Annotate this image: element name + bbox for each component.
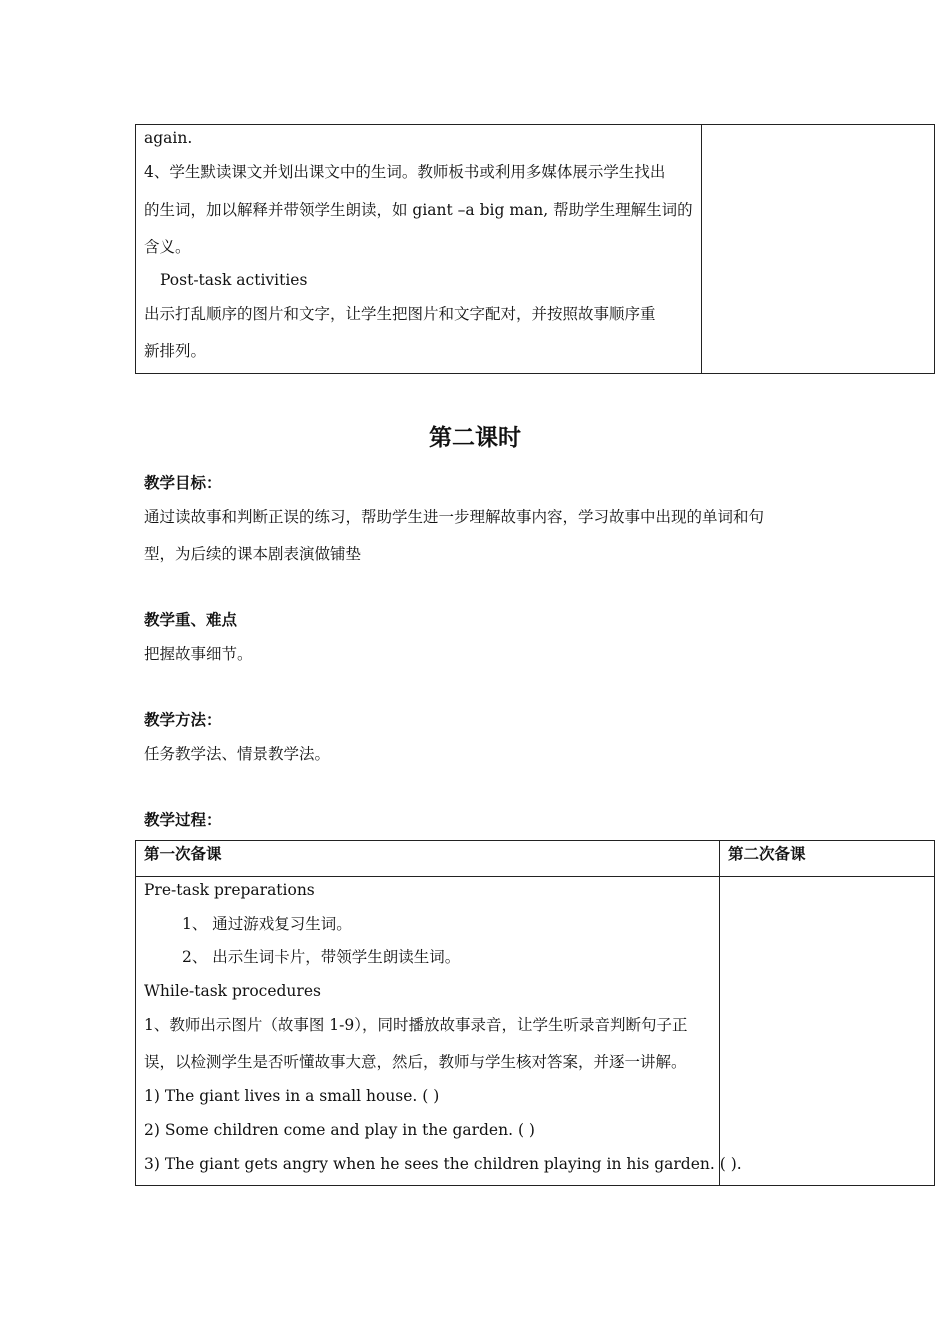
lesson-title: 第二课时 [429,424,521,451]
top-line-1: again. [144,129,193,147]
process-line-step-2: 2、 出示生词卡片，带领学生朗读生词。 [182,948,461,966]
process-question-1: 1) The giant lives in a small house. ( ) [144,1087,440,1105]
top-line-2: 4、学生默读课文并划出课文中的生词。教师板书或利用多媒体展示学生找出 [144,163,666,181]
top-table-second-prep-cell [702,125,935,374]
process-question-3: 3) The giant gets angry when he sees the children playing in his garden. ( ). [144,1155,742,1173]
key-points-heading: 教学重、难点 [144,610,238,629]
first-prep-header: 第一次备课 [144,844,222,863]
methods-text: 任务教学法、情景教学法。 [144,745,331,763]
methods-heading: 教学方法： [144,710,222,729]
process-question-2: 2) Some children come and play in the garden. ( ) [144,1121,535,1139]
key-points-text: 把握故事细节。 [144,645,253,663]
top-line-post-task: Post-task activities [160,271,308,289]
top-line-4: 含义。 [144,238,191,256]
objectives-heading: 教学目标： [144,473,222,492]
objectives-line-2: 型，为后续的课本剧表演做铺垫 [144,545,362,563]
top-line-3: 的生词，加以解释并带领学生朗读，如 giant –a big man, 帮助学生理解生词的 [144,201,693,219]
top-line-7: 新排列。 [144,342,207,360]
process-line-step-1: 1、 通过游戏复习生词。 [182,915,352,933]
process-heading: 教学过程： [144,810,222,829]
second-prep-header: 第二次备课 [728,844,806,863]
process-line-5: 1、教师出示图片（故事图 1-9），同时播放故事录音，让学生听录音判断句子正 [144,1016,688,1034]
process-header-first-prep [136,841,720,877]
process-line-while-task: While-task procedures [144,982,321,1000]
process-second-prep-cell [720,877,935,1186]
process-line-pre-task: Pre-task preparations [144,881,315,899]
top-line-6: 出示打乱顺序的图片和文字，让学生把图片和文字配对，并按照故事顺序重 [144,305,656,323]
process-line-6: 误，以检测学生是否听懂故事大意，然后，教师与学生核对答案，并逐一讲解。 [144,1053,687,1071]
objectives-line-1: 通过读故事和判断正误的练习，帮助学生进一步理解故事内容，学习故事中出现的单词和句 [144,508,765,526]
